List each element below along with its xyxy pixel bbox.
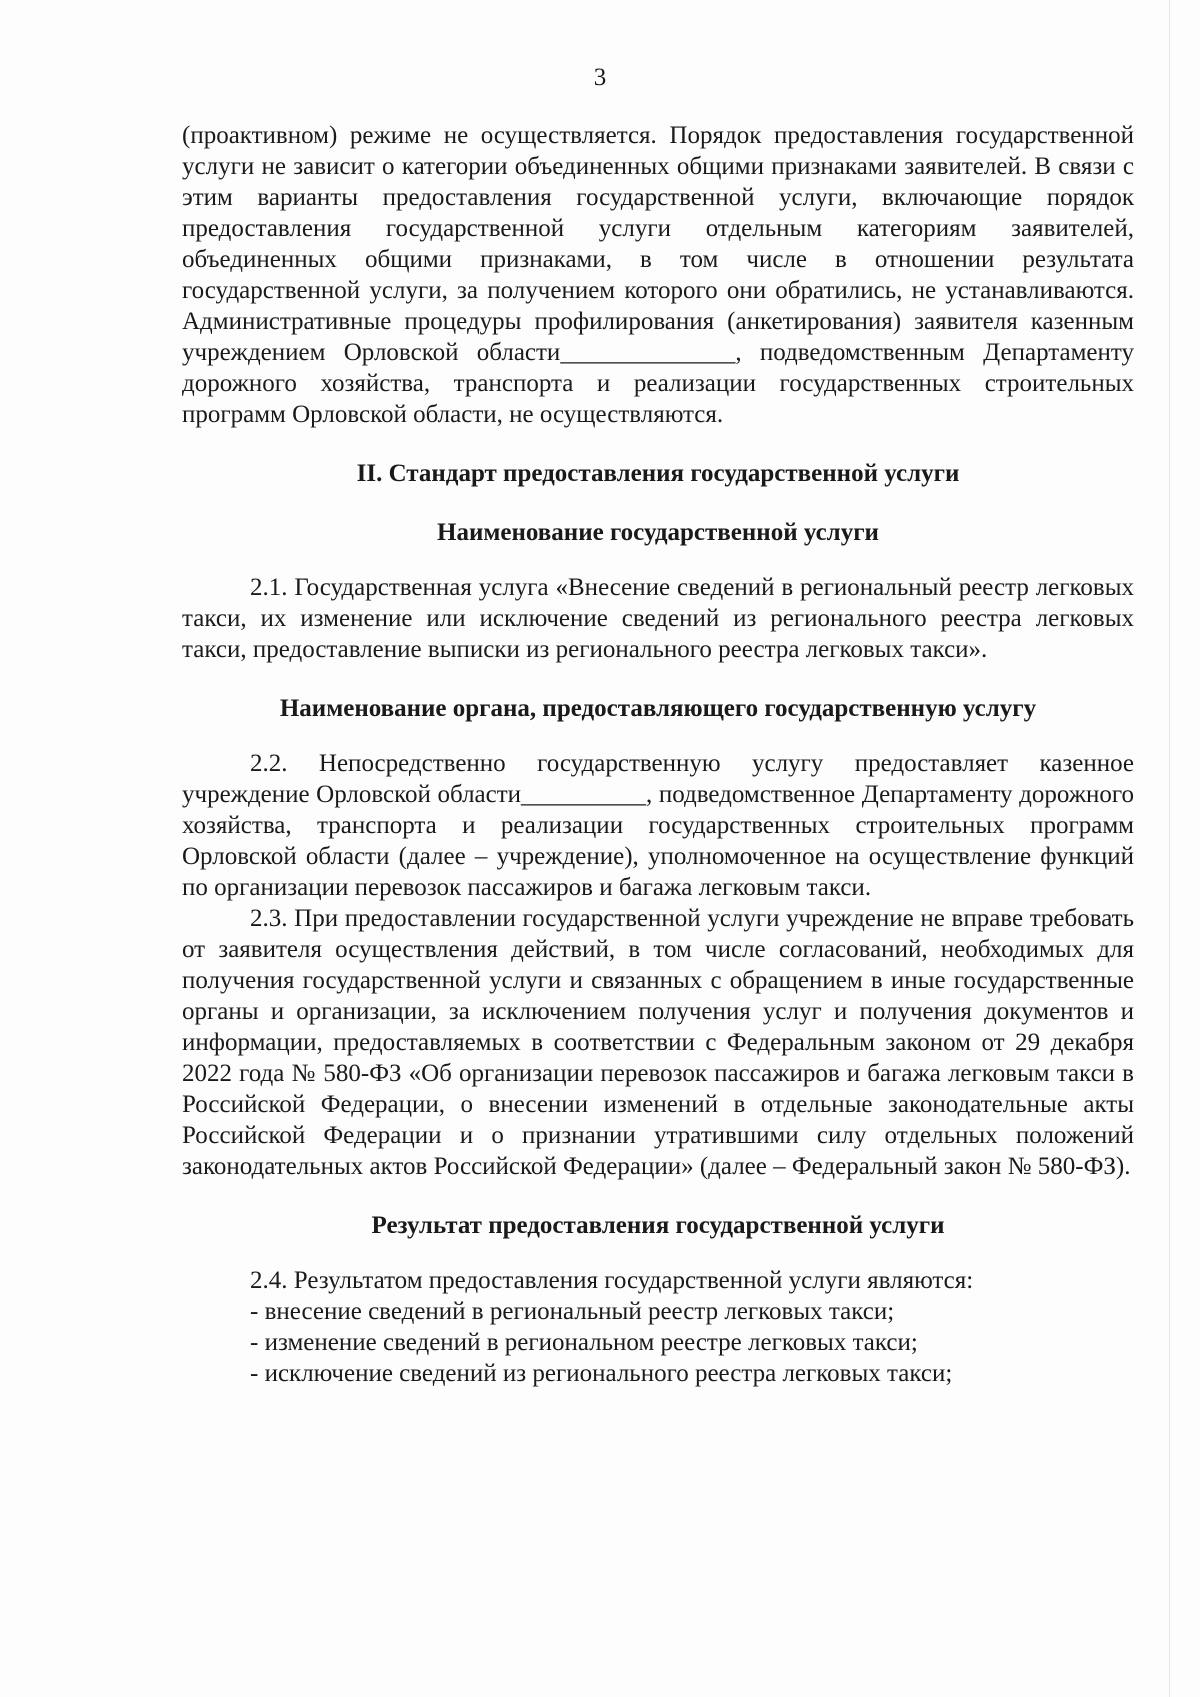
intro-paragraph: (проактивном) режиме не осуществляется. Порядок предоставления государственной услуги не зависит о категории объединенных общими признаками заявителей. В связи с этим варианты предоставления государственной услуги, включающие порядок предоставления государственной услуги отдельным категориям заявителей, объединенных общими признаками, в том числе в отношении результата государственной услуги, за получением которого они обратились, не устанавливаются. Административные процедуры профилирования (анкетирования) заявителя казенным учреждением Орловской области______________, подведомственным Департаменту дорожного хозяйства, транспорта и реализации государственных строительных программ Орловской области, не осуществляются. xyxy=(182,122,1134,428)
list-item: - внесение сведений в региональный реестр легковых такси; xyxy=(250,1298,895,1325)
paragraph-2-3: 2.3. При предоставлении государственной услуги учреждение не вправе требовать от заявителя осуществления действий, в том числе согласований, необходимых для получения государственной услуги и связанных с обращением в иные государственные органы и организации, за исключением получения услуг и получения документов и информации, предоставляемых в соответствии с Федеральным законом от 29 декабря 2022 года № 580-ФЗ «Об организации перевозок пассажиров и багажа легковым такси в Российской Федерации, о внесении изменений в отдельные законодательные акты Российской Федерации и о признании утратившими силу отдельных положений законодательных актов Российской Федерации» (далее – Федеральный закон № 580-ФЗ). xyxy=(182,905,1134,1180)
scan-edge-line xyxy=(1169,0,1170,1697)
section-title: II. Стандарт предоставления государственной услуги xyxy=(356,460,960,487)
list-item: - изменение сведений в региональном реестре легковых такси; xyxy=(250,1329,918,1356)
heading-service-name: Наименование государственной услуги xyxy=(437,519,879,546)
page-number: 3 xyxy=(593,64,607,91)
heading-providing-body: Наименование органа, предоставляющего государственную услугу xyxy=(279,695,1037,722)
paragraph-2-1: 2.1. Государственная услуга «Внесение сведений в региональный реестр легковых такси, их изменение или исключение сведений из регионального реестра легковых такси, предоставление выписки из регионального реестра легковых такси». xyxy=(182,574,1134,663)
document-body xyxy=(182,120,1134,1389)
paragraph-2-4: 2.4. Результатом предоставления государственной услуги являются: xyxy=(250,1267,974,1294)
heading-service-result: Результат предоставления государственной услуги xyxy=(371,1212,945,1239)
paragraph-2-2: 2.2. Непосредственно государственную услугу предоставляет казенное учреждение Орловской области__________, подведомственное Департаменту дорожного хозяйства, транспорта и реализации государственных строительных программ Орловской области (далее – учреждение), уполномоченное на осуществление функций по организации перевозок пассажиров и багажа легковым такси. xyxy=(182,750,1134,901)
result-list xyxy=(182,1296,1134,1389)
list-item: - исключение сведений из регионального реестра легковых такси; xyxy=(250,1360,953,1387)
